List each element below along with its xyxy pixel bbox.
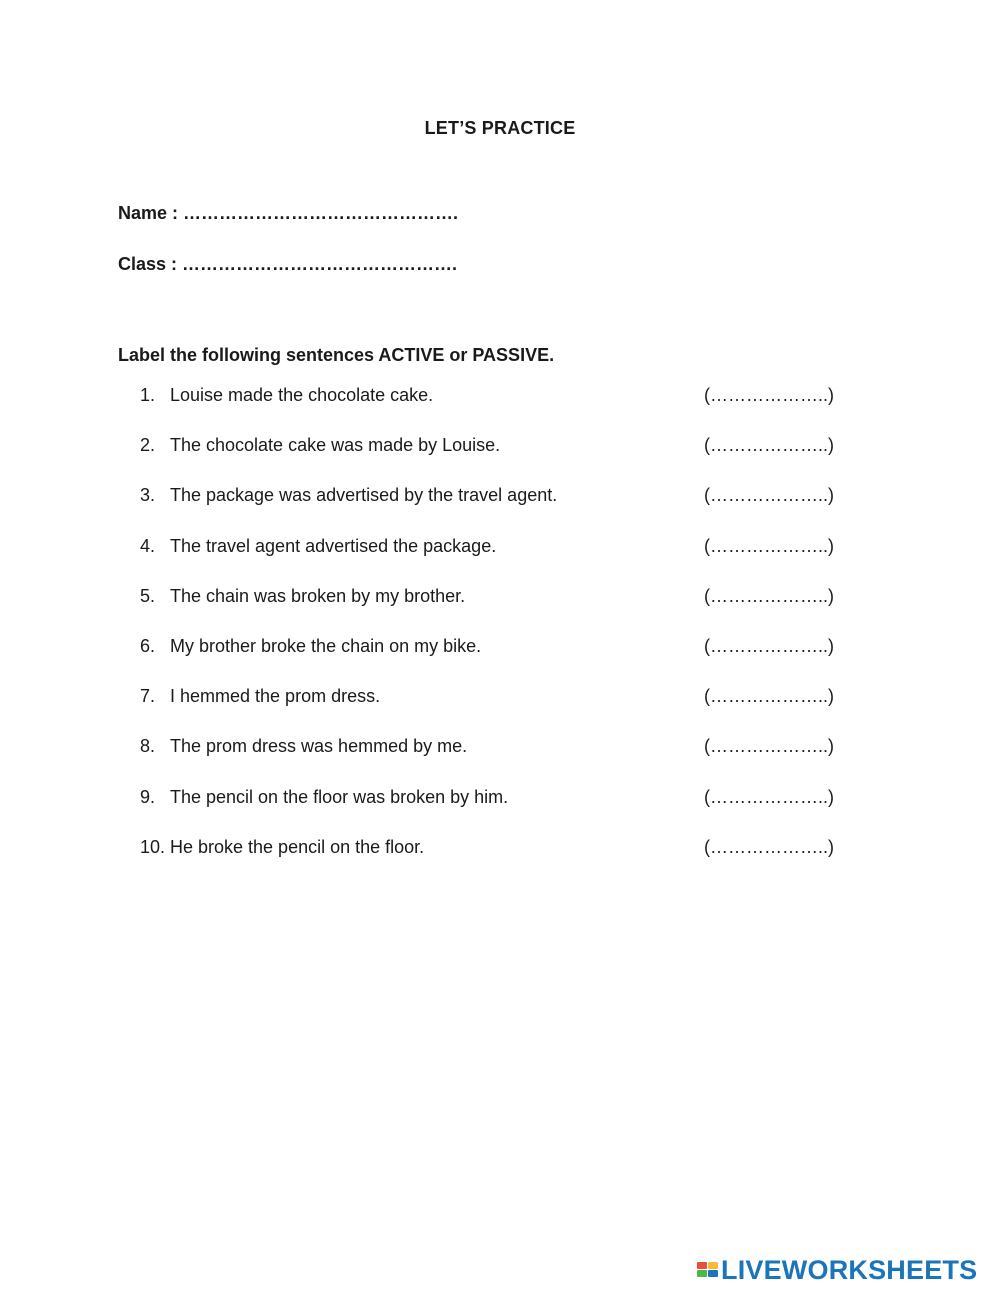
item-sentence: The chocolate cake was made by Louise. [170, 435, 501, 456]
liveworksheets-logo [697, 1256, 977, 1284]
list-item [0, 485, 1000, 535]
list-item [0, 736, 1000, 786]
logo-tile [708, 1270, 718, 1277]
answer-blank[interactable]: (………………..) [704, 585, 834, 606]
logo-tile [708, 1262, 718, 1269]
item-number: 6. [140, 635, 156, 656]
item-sentence: He broke the pencil on the floor. [170, 836, 425, 857]
answer-blank[interactable]: (………………..) [704, 535, 834, 556]
item-sentence: The travel agent advertised the package. [170, 535, 497, 556]
item-number: 3. [140, 485, 156, 506]
answer-blank[interactable]: (………………..) [704, 385, 834, 405]
list-item [0, 686, 1000, 736]
page-title: LET’S PRACTICE [424, 118, 576, 138]
answer-blank[interactable]: (………………..) [704, 686, 834, 707]
logo-tile [697, 1270, 707, 1277]
item-number: 5. [140, 585, 156, 606]
answer-blank[interactable]: (………………..) [704, 485, 834, 506]
liveworksheets-logo-icon [697, 1258, 719, 1282]
answer-blank[interactable]: (………………..) [704, 635, 834, 656]
item-number: 10. [140, 836, 166, 857]
logo-tile [697, 1262, 707, 1269]
sentence-list [0, 385, 1000, 887]
answer-blank[interactable]: (………………..) [704, 435, 834, 456]
list-item [0, 787, 1000, 837]
list-item [0, 435, 1000, 485]
list-item [0, 385, 1000, 435]
name-field: Name : ………………………………………. [118, 203, 459, 223]
item-sentence: My brother broke the chain on my bike. [170, 635, 482, 656]
item-sentence: I hemmed the prom dress. [170, 686, 381, 707]
item-sentence: The package was advertised by the travel agent. [170, 485, 558, 506]
logo-text: LIVEWORKSHEETS [721, 1254, 978, 1285]
item-number: 4. [140, 535, 156, 556]
list-item [0, 837, 1000, 887]
item-number: 1. [140, 385, 156, 405]
answer-blank[interactable]: (………………..) [704, 836, 834, 857]
list-item [0, 536, 1000, 586]
class-field: Class : ………………………………………. [118, 254, 458, 274]
item-number: 2. [140, 435, 156, 456]
instruction-text: Label the following sentences ACTIVE or PASSIVE. [118, 345, 555, 365]
item-sentence: The prom dress was hemmed by me. [170, 736, 468, 757]
list-item [0, 586, 1000, 636]
item-number: 8. [140, 736, 156, 757]
answer-blank[interactable]: (………………..) [704, 736, 834, 757]
list-item [0, 636, 1000, 686]
item-number: 9. [140, 786, 156, 807]
item-number: 7. [140, 686, 156, 707]
answer-blank[interactable]: (………………..) [704, 786, 834, 807]
item-sentence: The chain was broken by my brother. [170, 585, 466, 606]
item-sentence: Louise made the chocolate cake. [170, 385, 434, 405]
item-sentence: The pencil on the floor was broken by him. [170, 786, 509, 807]
